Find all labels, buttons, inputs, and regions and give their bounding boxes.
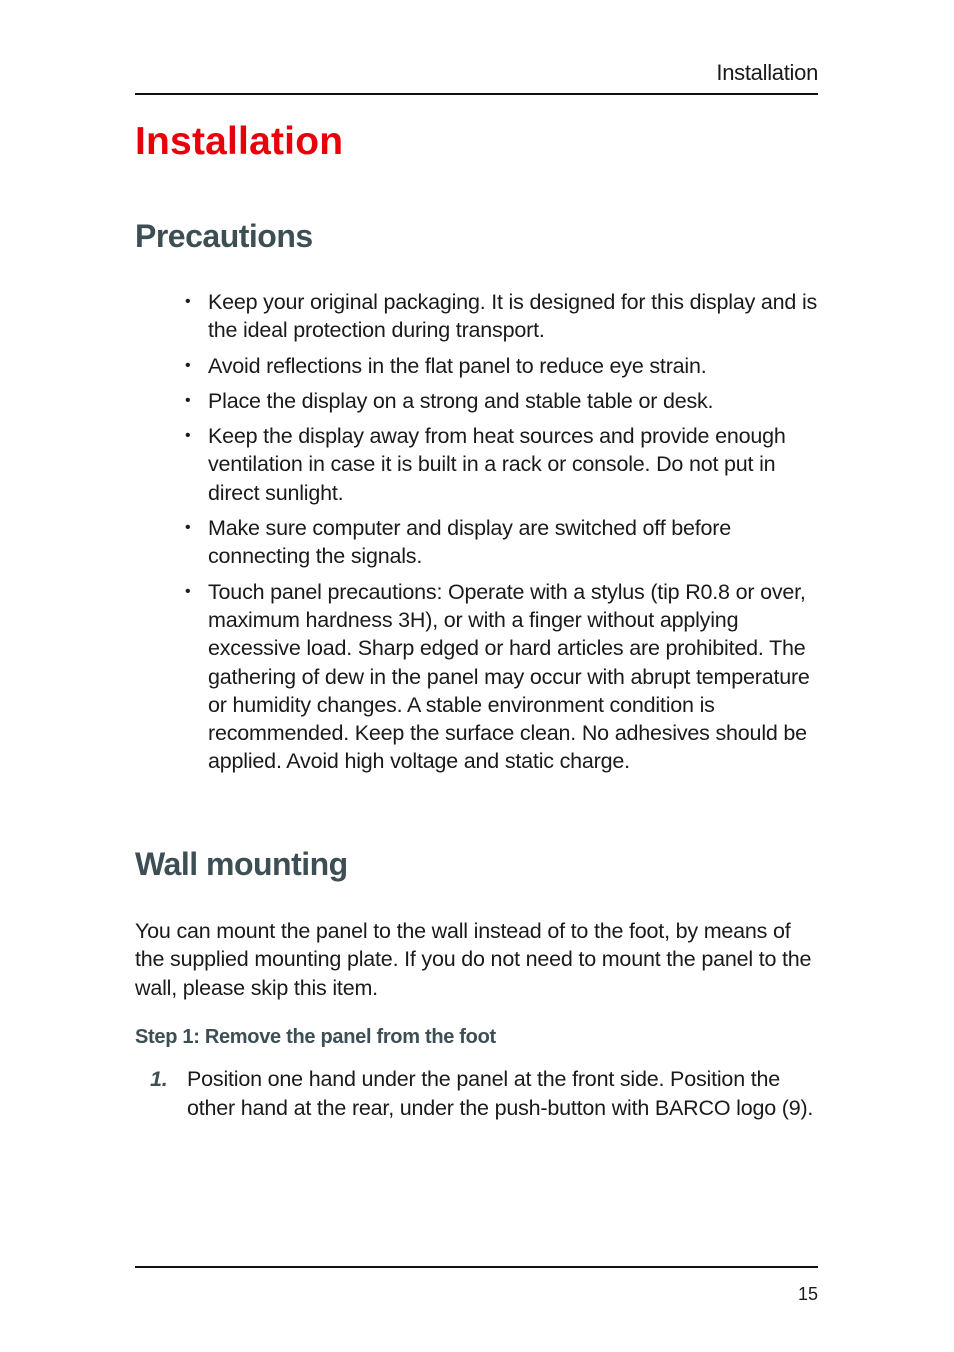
running-header: Installation [716, 60, 818, 85]
list-item-text: Make sure computer and display are switched off before connecting the signals. [208, 516, 732, 569]
step-number: 1. [150, 1067, 168, 1091]
chapter-title: Installation [135, 120, 344, 163]
bullet-icon: • [185, 582, 191, 600]
header-rule [135, 93, 818, 95]
step-item [150, 1065, 820, 1122]
list-item [185, 422, 825, 507]
list-item-text: Place the display on a strong and stable table or desk. [208, 388, 714, 413]
list-item [185, 288, 825, 345]
list-item-text: Keep your original packaging. It is designed for this display and is the ideal protection during transport. [208, 290, 818, 343]
list-item-text: Avoid reflections in the flat panel to reduce eye strain. [208, 353, 707, 378]
wall-mounting-intro: You can mount the panel to the wall instead of to the foot, by means of the supplied mounting plate. If you do not need to mount the panel to the wall, please skip this item. [135, 919, 812, 1000]
list-item [185, 514, 825, 571]
list-item [185, 352, 825, 380]
list-item-text: Touch panel precautions: Operate with a stylus (tip R0.8 or over, maximum hardness 3H), or with a finger without applying excessive load. Sharp edged or hard articles are prohibited. The gathering of dew in the panel may occur with abrupt temperature or humidity changes. A stable environment condition is recommended. Keep the surface clean. No adhesives should be applied. Avoid high voltage and static charge. [208, 579, 810, 774]
list-item [185, 387, 825, 415]
list-item [185, 578, 825, 776]
bullet-icon: • [185, 356, 191, 374]
section-title-precautions: Precautions [135, 218, 313, 254]
step-heading: Step 1: Remove the panel from the foot [135, 1026, 496, 1048]
page-number: 15 [797, 1284, 818, 1304]
precautions-list [185, 288, 825, 783]
list-item-text: Keep the display away from heat sources and provide enough ventilation in case it is built in a rack or console. Do not put in direct sunlight. [208, 424, 786, 505]
bullet-icon: • [185, 427, 191, 445]
steps-list [150, 1065, 820, 1122]
bullet-icon: • [185, 519, 191, 537]
bullet-icon: • [185, 293, 191, 310]
bullet-icon: • [185, 391, 191, 409]
footer-rule [135, 1266, 818, 1268]
step-text: Position one hand under the panel at the front side. Position the other hand at the rear, under the push-button with BARCO logo (9). [187, 1067, 814, 1120]
section-title-wall-mounting: Wall mounting [135, 846, 348, 882]
